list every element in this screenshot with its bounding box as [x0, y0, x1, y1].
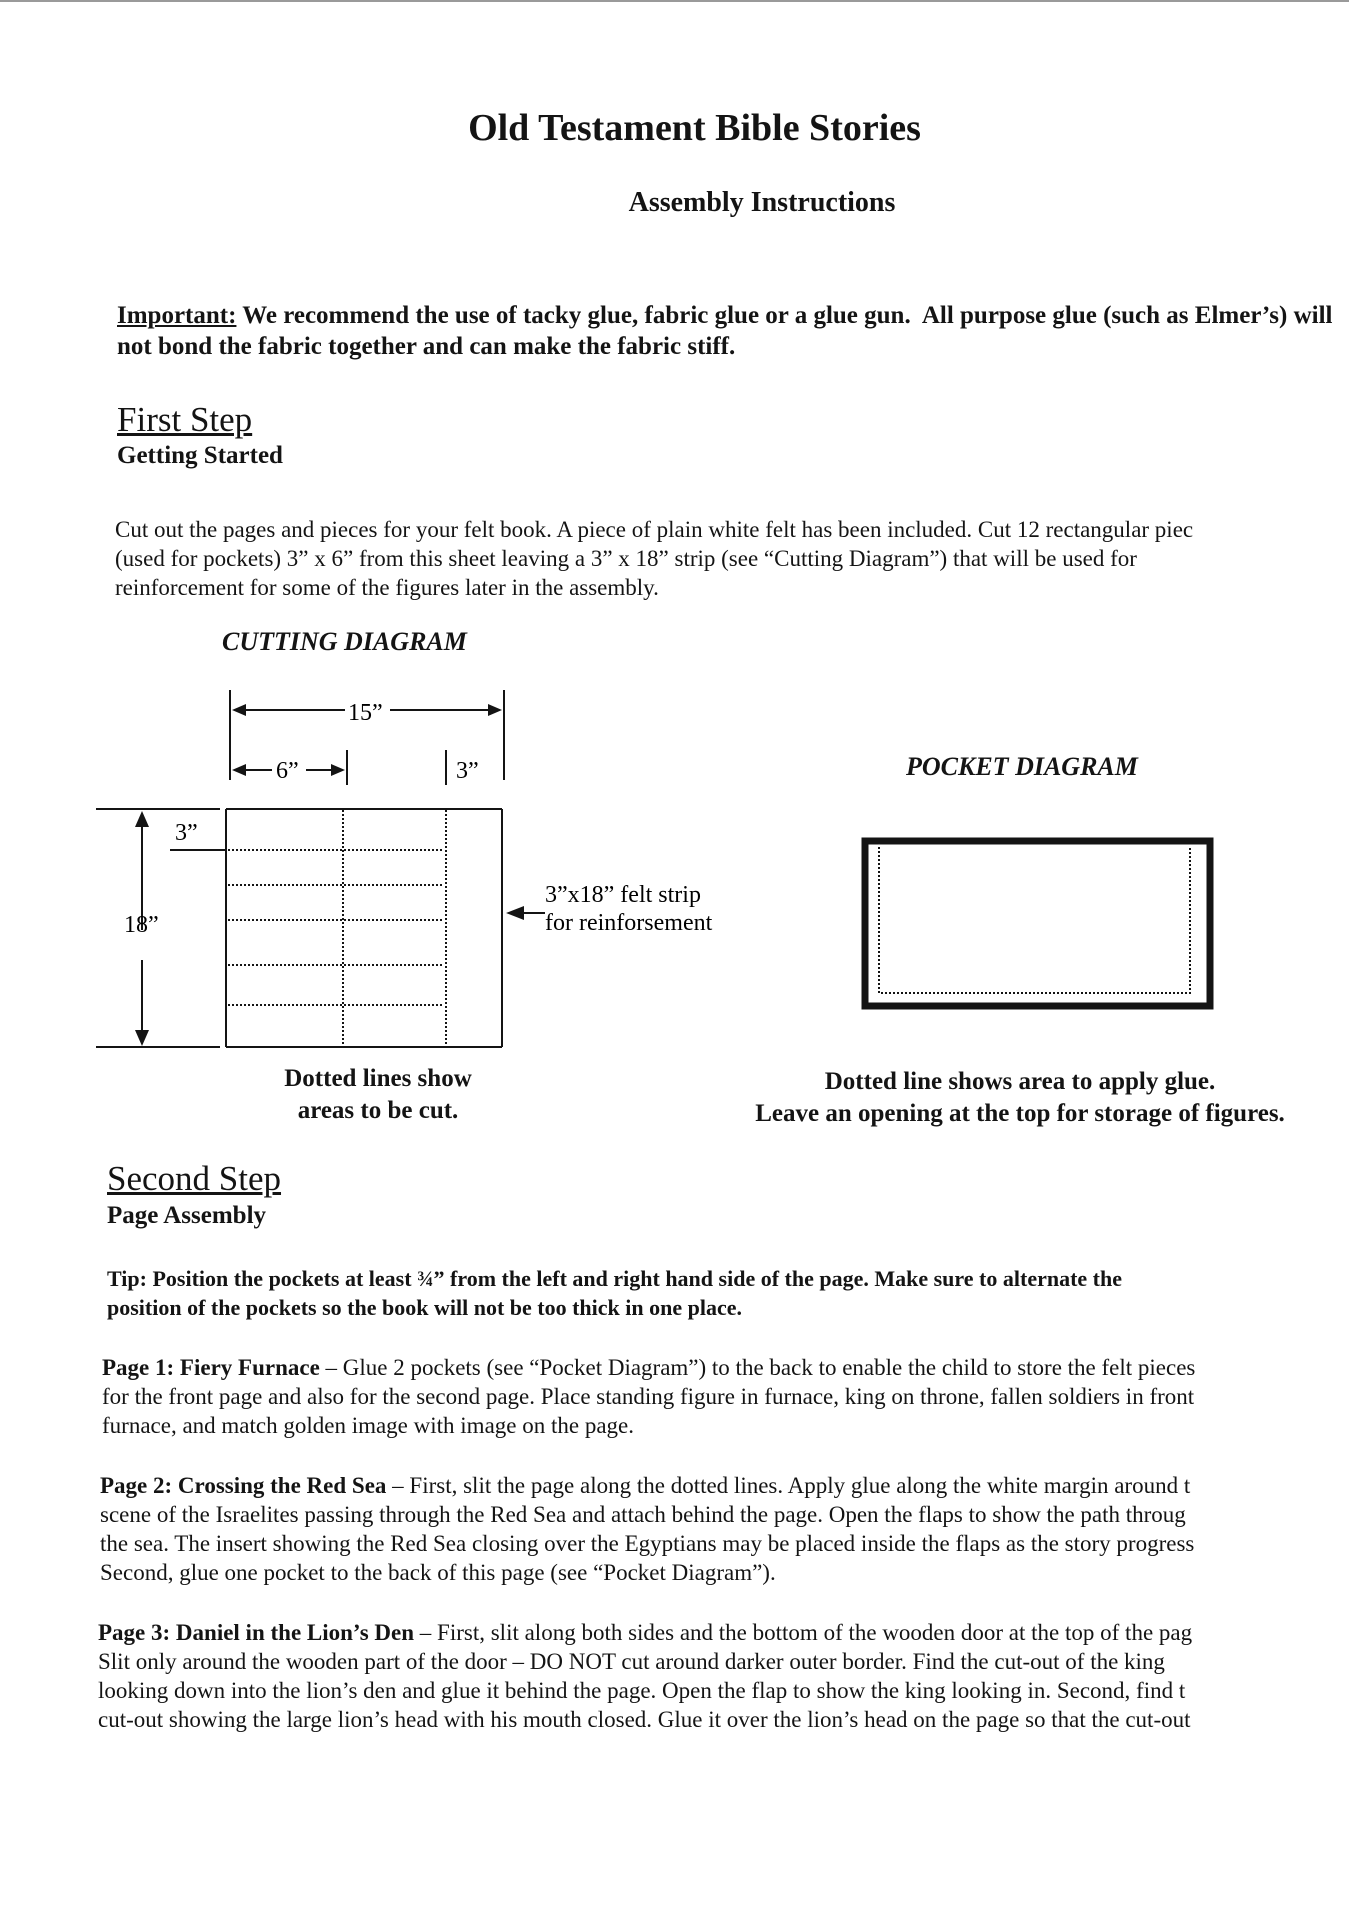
pocket-caption-line: Leave an opening at the top for storage of figures.	[755, 1100, 1285, 1127]
pocket-diagram-title: POCKET DIAGRAM	[906, 752, 1138, 781]
arrowhead	[506, 906, 524, 920]
first-step-line: reinforcement for some of the figures later in the assembly.	[115, 575, 659, 600]
tip-line: position of the pockets so the book will not be too thick in one place.	[107, 1295, 742, 1320]
dim-6-label: 6”	[276, 758, 299, 784]
page3-paragraph	[98, 1618, 1349, 1734]
page1-line	[102, 1353, 1349, 1382]
cutting-diagram	[0, 680, 760, 1060]
dim-15-label: 15”	[348, 700, 383, 726]
strip-label-line-2: for reinforsement	[545, 910, 713, 936]
page3-line: looking down into the lion’s den and glue it behind the page. Open the flap to show the king looking in. Second, find t	[98, 1678, 1186, 1703]
page3-line: Slit only around the wooden part of the door – DO NOT cut around darker outer border. Find the cut-out of the king	[98, 1649, 1165, 1674]
glue-line	[879, 847, 1190, 993]
first-step-subheading: Getting Started	[117, 442, 283, 469]
second-step-heading: Second Step	[107, 1159, 282, 1198]
page1-text: – Glue 2 pockets (see “Pocket Diagram”) to the back to enable the child to store the felt pieces	[319, 1355, 1196, 1380]
arrowhead	[135, 1030, 149, 1046]
second-step-subheading: Page Assembly	[107, 1202, 267, 1229]
pocket-caption	[720, 1066, 1320, 1130]
page-title: Old Testament Bible Stories	[468, 107, 921, 149]
arrowhead	[232, 764, 246, 776]
page1-label: Page 1: Fiery Furnace	[102, 1355, 320, 1380]
cutting-caption-line: areas to be cut.	[297, 1097, 459, 1124]
page2-label: Page 2: Crossing the Red Sea	[100, 1473, 387, 1498]
cutting-caption	[218, 1063, 538, 1127]
arrowhead	[488, 704, 502, 716]
first-step-paragraph	[115, 515, 1349, 602]
page3-line: cut-out showing the large lion’s head with his mouth closed. Glue it over the lion’s head on the page so that the cut-out	[98, 1707, 1191, 1732]
pocket-outline	[865, 841, 1210, 1006]
first-step-line: Cut out the pages and pieces for your felt book. A piece of plain white felt has been included. Cut 12 rectangular piec	[115, 517, 1194, 542]
page2-line: Second, glue one pocket to the back of this page (see “Pocket Diagram”).	[100, 1560, 776, 1585]
dim-3-top-label: 3”	[456, 758, 479, 784]
page2-line: the sea. The insert showing the Red Sea closing over the Egyptians may be placed inside the flaps as the story progress	[100, 1531, 1195, 1556]
first-step-heading: First Step	[117, 400, 253, 439]
cutting-caption-line: Dotted lines show	[284, 1065, 472, 1092]
arrowhead	[232, 704, 246, 716]
page1-line: for the front page and also for the second page. Place standing figure in furnace, king on throne, fallen soldiers in front	[102, 1384, 1195, 1409]
important-note	[117, 300, 1347, 362]
page2-text: – First, slit the page along the dotted lines. Apply glue along the white margin around t	[386, 1473, 1191, 1498]
important-text: We recommend the use of tacky glue, fabric glue or a glue gun. All purpose glue (such as Elmer’s) will not bond the fabric together and can make the fabric stiff.	[117, 302, 1339, 360]
page-subtitle: Assembly Instructions	[628, 187, 896, 218]
page2-paragraph	[100, 1471, 1349, 1587]
page2-line: scene of the Israelites passing through the Red Sea and attach behind the page. Open the flaps to show the path throug	[100, 1502, 1186, 1527]
arrowhead	[135, 811, 149, 827]
tip-paragraph	[107, 1264, 1349, 1322]
first-step-line: (used for pockets) 3” x 6” from this sheet leaving a 3” x 18” strip (see “Cutting Diagram”) that will be used for	[115, 546, 1137, 571]
page2-line	[100, 1471, 1349, 1500]
pocket-caption-line: Dotted line shows area to apply glue.	[824, 1068, 1216, 1095]
page1-line: furnace, and match golden image with image on the page.	[102, 1413, 634, 1438]
dim-3-left-label: 3”	[175, 820, 198, 846]
pocket-diagram	[860, 836, 1220, 1016]
cutting-diagram-title: CUTTING DIAGRAM	[222, 627, 467, 656]
tip-line: Tip: Position the pockets at least ¾” from the left and right hand side of the page. Make sure to alternate the	[107, 1266, 1122, 1291]
arrowhead	[331, 764, 345, 776]
page3-label: Page 3: Daniel in the Lion’s Den	[98, 1620, 415, 1645]
page3-text: – First, slit along both sides and the bottom of the wooden door at the top of the pag	[414, 1620, 1193, 1645]
page3-line	[98, 1618, 1349, 1647]
strip-label-line-1: 3”x18” felt strip	[545, 882, 701, 908]
page1-paragraph	[102, 1353, 1349, 1440]
important-label: Important:	[117, 302, 237, 329]
scan-edge-line	[0, 0, 1349, 2]
dim-18-label: 18”	[124, 912, 159, 938]
